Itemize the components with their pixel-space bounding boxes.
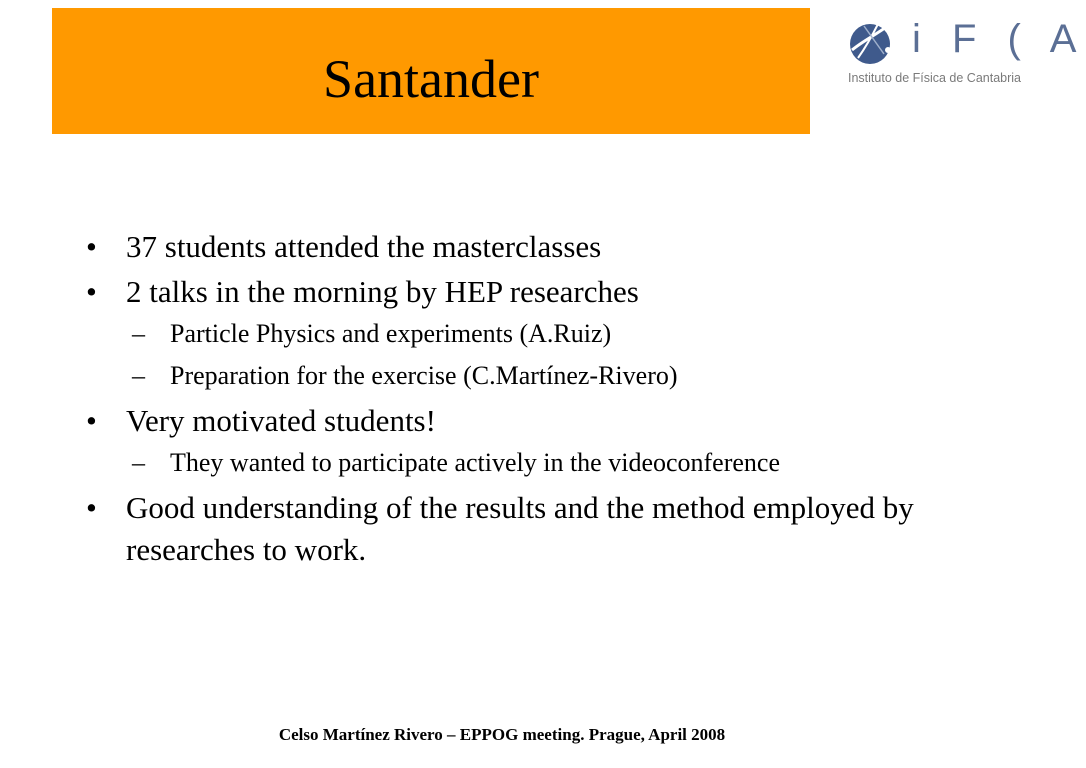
bullet-marker: • <box>86 490 97 525</box>
sub-list-item <box>86 358 966 394</box>
sub-bullet-text: They wanted to participate actively in the videoconference <box>170 448 780 477</box>
bullet-text: 2 talks in the morning by HEP researches <box>126 274 639 309</box>
bullet-text: Good understanding of the results and the method employed by researches to work. <box>126 490 914 567</box>
bullet-text: Very motivated students! <box>126 403 436 438</box>
globe-comet-icon <box>844 14 900 66</box>
sub-bullet-text: Particle Physics and experiments (A.Ruiz) <box>170 319 612 348</box>
ifca-logo <box>836 10 1086 100</box>
logo-letters: i F ( A <box>912 17 1086 61</box>
sub-bullet-text: Preparation for the exercise (C.Martínez-Rivero) <box>170 361 678 390</box>
title-bar <box>52 8 810 134</box>
slide-footer: Celso Martínez Rivero – EPPOG meeting. Prague, April 2008 <box>278 725 726 744</box>
bullet-marker: • <box>86 229 97 264</box>
sub-list-item <box>86 316 966 352</box>
list-item <box>86 271 966 313</box>
logo-subtitle: Instituto de Física de Cantabria <box>848 71 1022 85</box>
bullet-marker: • <box>86 403 97 438</box>
dash-marker: – <box>132 448 145 477</box>
bullet-marker: • <box>86 274 97 309</box>
dash-marker: – <box>132 361 145 390</box>
dash-marker: – <box>132 319 145 348</box>
list-item <box>86 226 966 268</box>
sub-list-item <box>86 445 966 481</box>
slide-title: Santander <box>323 49 539 109</box>
list-item <box>86 487 966 571</box>
bullet-text: 37 students attended the masterclasses <box>126 229 602 264</box>
bullet-list <box>86 226 966 574</box>
list-item <box>86 400 966 442</box>
